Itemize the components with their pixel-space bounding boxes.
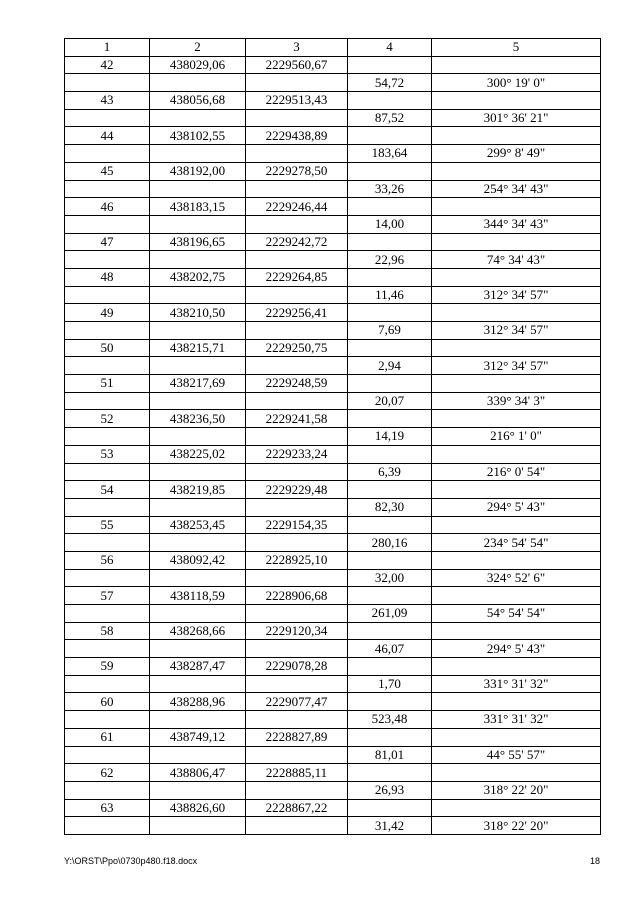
bearing-cell: 312° 34' 57" [432,322,601,340]
y-coordinate-cell: 2229278,50 [246,162,348,180]
distance-cell: 54,72 [348,74,432,92]
bearing-cell: 74° 34' 43" [432,251,601,269]
y-coordinate-cell [246,711,348,729]
y-coordinate-cell: 2228906,68 [246,587,348,605]
y-coordinate-cell: 2229438,89 [246,127,348,145]
bearing-cell: 216° 0' 54" [432,463,601,481]
x-coordinate-cell: 438215,71 [150,339,246,357]
y-coordinate-cell: 2229242,72 [246,233,348,251]
distance-cell: 261,09 [348,605,432,623]
point-number-cell [65,322,150,340]
table-row [65,127,601,145]
point-number-cell: 53 [65,445,150,463]
x-coordinate-cell [150,569,246,587]
bearing-cell: 216° 1' 0" [432,428,601,446]
bearing-cell [432,658,601,676]
bearing-cell: 339° 34' 3" [432,392,601,410]
x-coordinate-cell [150,605,246,623]
x-coordinate-cell: 438219,85 [150,481,246,499]
column-header-3: 3 [246,39,348,57]
table-row [65,198,601,216]
table-row [65,605,601,623]
x-coordinate-cell: 438202,75 [150,268,246,286]
distance-cell [348,268,432,286]
table-row [65,251,601,269]
x-coordinate-cell [150,251,246,269]
distance-cell: 31,42 [348,817,432,835]
table-row [65,375,601,393]
bearing-cell: 44° 55' 57" [432,746,601,764]
x-coordinate-cell: 438287,47 [150,658,246,676]
x-coordinate-cell: 438029,06 [150,56,246,74]
point-number-cell [65,640,150,658]
bearing-cell [432,799,601,817]
bearing-cell: 318° 22' 20" [432,781,601,799]
y-coordinate-cell [246,569,348,587]
distance-cell: 183,64 [348,145,432,163]
distance-cell [348,375,432,393]
table-row [65,215,601,233]
bearing-cell: 234° 54' 54" [432,534,601,552]
bearing-cell [432,728,601,746]
bearing-cell: 54° 54' 54" [432,605,601,623]
point-number-cell [65,781,150,799]
header-row [65,39,601,57]
y-coordinate-cell [246,109,348,127]
point-number-cell: 46 [65,198,150,216]
x-coordinate-cell: 438118,59 [150,587,246,605]
distance-cell: 2,94 [348,357,432,375]
bearing-cell [432,127,601,145]
table-body [65,56,601,834]
x-coordinate-cell: 438749,12 [150,728,246,746]
distance-cell [348,410,432,428]
table-row [65,233,601,251]
table-row [65,92,601,110]
x-coordinate-cell: 438268,66 [150,622,246,640]
bearing-cell: 324° 52' 6" [432,569,601,587]
y-coordinate-cell [246,251,348,269]
x-coordinate-cell: 438056,68 [150,92,246,110]
y-coordinate-cell [246,74,348,92]
point-number-cell [65,498,150,516]
table-row [65,817,601,835]
distance-cell [348,339,432,357]
x-coordinate-cell: 438225,02 [150,445,246,463]
x-coordinate-cell: 438102,55 [150,127,246,145]
point-number-cell [65,711,150,729]
x-coordinate-cell: 438183,15 [150,198,246,216]
point-number-cell [65,428,150,446]
x-coordinate-cell [150,711,246,729]
x-coordinate-cell [150,640,246,658]
y-coordinate-cell [246,817,348,835]
point-number-cell: 56 [65,551,150,569]
table-row [65,357,601,375]
distance-cell: 33,26 [348,180,432,198]
point-number-cell [65,251,150,269]
table-row [65,658,601,676]
distance-cell: 11,46 [348,286,432,304]
distance-cell: 82,30 [348,498,432,516]
bearing-cell [432,516,601,534]
x-coordinate-cell [150,180,246,198]
distance-cell: 22,96 [348,251,432,269]
table-row [65,675,601,693]
table-row [65,56,601,74]
distance-cell [348,658,432,676]
table-row [65,587,601,605]
footer-file-path: Y:\ORST\Ppo\0730p480.f18.docx [64,856,198,866]
distance-cell [348,587,432,605]
x-coordinate-cell [150,463,246,481]
distance-cell [348,481,432,499]
bearing-cell [432,304,601,322]
y-coordinate-cell: 2229154,35 [246,516,348,534]
distance-cell [348,127,432,145]
distance-cell [348,233,432,251]
point-number-cell [65,392,150,410]
y-coordinate-cell: 2229233,24 [246,445,348,463]
point-number-cell [65,286,150,304]
table-row [65,728,601,746]
y-coordinate-cell [246,498,348,516]
point-number-cell [65,357,150,375]
table-row [65,74,601,92]
table-row [65,286,601,304]
distance-cell: 7,69 [348,322,432,340]
bearing-cell [432,375,601,393]
y-coordinate-cell: 2229120,34 [246,622,348,640]
point-number-cell: 42 [65,56,150,74]
y-coordinate-cell: 2229248,59 [246,375,348,393]
table-row [65,339,601,357]
point-number-cell [65,569,150,587]
table-row [65,764,601,782]
point-number-cell: 59 [65,658,150,676]
point-number-cell [65,215,150,233]
y-coordinate-cell: 2229229,48 [246,481,348,499]
y-coordinate-cell: 2229250,75 [246,339,348,357]
x-coordinate-cell: 438217,69 [150,375,246,393]
point-number-cell [65,180,150,198]
y-coordinate-cell [246,145,348,163]
y-coordinate-cell: 2229078,28 [246,658,348,676]
table-row [65,180,601,198]
x-coordinate-cell [150,145,246,163]
x-coordinate-cell: 438826,60 [150,799,246,817]
point-number-cell: 57 [65,587,150,605]
point-number-cell: 50 [65,339,150,357]
bearing-cell [432,481,601,499]
distance-cell [348,56,432,74]
point-number-cell: 54 [65,481,150,499]
distance-cell: 523,48 [348,711,432,729]
bearing-cell [432,764,601,782]
table-row [65,534,601,552]
bearing-cell: 294° 5' 43" [432,640,601,658]
x-coordinate-cell [150,817,246,835]
y-coordinate-cell [246,640,348,658]
bearing-cell: 331° 31' 32" [432,675,601,693]
distance-cell [348,622,432,640]
y-coordinate-cell [246,463,348,481]
distance-cell [348,764,432,782]
distance-cell: 280,16 [348,534,432,552]
bearing-cell [432,410,601,428]
bearing-cell [432,92,601,110]
table-row [65,746,601,764]
bearing-cell: 301° 36' 21" [432,109,601,127]
bearing-cell: 344° 34' 43" [432,215,601,233]
y-coordinate-cell [246,675,348,693]
point-number-cell: 45 [65,162,150,180]
distance-cell [348,516,432,534]
bearing-cell [432,268,601,286]
y-coordinate-cell [246,605,348,623]
y-coordinate-cell [246,215,348,233]
point-number-cell [65,463,150,481]
y-coordinate-cell: 2228885,11 [246,764,348,782]
table-row [65,145,601,163]
table-row [65,162,601,180]
x-coordinate-cell [150,322,246,340]
x-coordinate-cell [150,392,246,410]
table-row [65,322,601,340]
y-coordinate-cell: 2228925,10 [246,551,348,569]
table-row [65,463,601,481]
x-coordinate-cell [150,215,246,233]
y-coordinate-cell [246,781,348,799]
y-coordinate-cell: 2229560,67 [246,56,348,74]
point-number-cell: 49 [65,304,150,322]
point-number-cell: 60 [65,693,150,711]
table-row [65,569,601,587]
bearing-cell: 299° 8' 49" [432,145,601,163]
point-number-cell: 61 [65,728,150,746]
column-header-5: 5 [432,39,601,57]
bearing-cell [432,198,601,216]
x-coordinate-cell: 438236,50 [150,410,246,428]
distance-cell [348,445,432,463]
table-row [65,498,601,516]
table-row [65,268,601,286]
x-coordinate-cell [150,428,246,446]
point-number-cell [65,109,150,127]
point-number-cell: 63 [65,799,150,817]
y-coordinate-cell: 2229256,41 [246,304,348,322]
point-number-cell [65,534,150,552]
point-number-cell: 58 [65,622,150,640]
bearing-cell: 312° 34' 57" [432,286,601,304]
distance-cell [348,693,432,711]
distance-cell: 1,70 [348,675,432,693]
bearing-cell [432,693,601,711]
bearing-cell [432,233,601,251]
distance-cell: 14,00 [348,215,432,233]
y-coordinate-cell: 2228827,89 [246,728,348,746]
point-number-cell [65,817,150,835]
bearing-cell [432,339,601,357]
distance-cell [348,162,432,180]
x-coordinate-cell [150,286,246,304]
table-row [65,428,601,446]
distance-cell: 14,19 [348,428,432,446]
x-coordinate-cell [150,357,246,375]
x-coordinate-cell: 438806,47 [150,764,246,782]
point-number-cell: 44 [65,127,150,145]
table-row [65,304,601,322]
distance-cell: 87,52 [348,109,432,127]
distance-cell: 20,07 [348,392,432,410]
point-number-cell: 55 [65,516,150,534]
distance-cell: 32,00 [348,569,432,587]
x-coordinate-cell [150,675,246,693]
distance-cell [348,92,432,110]
bearing-cell: 294° 5' 43" [432,498,601,516]
table-row [65,445,601,463]
distance-cell [348,304,432,322]
table-row [65,481,601,499]
y-coordinate-cell [246,286,348,304]
y-coordinate-cell: 2228867,22 [246,799,348,817]
table-row [65,622,601,640]
bearing-cell [432,445,601,463]
y-coordinate-cell [246,428,348,446]
bearing-cell [432,56,601,74]
column-header-1: 1 [65,39,150,57]
y-coordinate-cell: 2229513,43 [246,92,348,110]
x-coordinate-cell: 438092,42 [150,551,246,569]
distance-cell [348,799,432,817]
column-header-4: 4 [348,39,432,57]
table-row [65,799,601,817]
point-number-cell [65,675,150,693]
x-coordinate-cell: 438210,50 [150,304,246,322]
bearing-cell: 300° 19' 0" [432,74,601,92]
column-header-2: 2 [150,39,246,57]
point-number-cell [65,145,150,163]
bearing-cell [432,587,601,605]
point-number-cell: 48 [65,268,150,286]
x-coordinate-cell [150,498,246,516]
distance-cell: 26,93 [348,781,432,799]
x-coordinate-cell [150,109,246,127]
point-number-cell [65,74,150,92]
table-row [65,516,601,534]
coordinates-table [64,38,601,835]
distance-cell: 46,07 [348,640,432,658]
y-coordinate-cell [246,534,348,552]
y-coordinate-cell [246,180,348,198]
x-coordinate-cell [150,74,246,92]
point-number-cell: 51 [65,375,150,393]
distance-cell [348,198,432,216]
y-coordinate-cell: 2229246,44 [246,198,348,216]
bearing-cell: 254° 34' 43" [432,180,601,198]
distance-cell: 81,01 [348,746,432,764]
table-row [65,109,601,127]
x-coordinate-cell [150,781,246,799]
table-row [65,410,601,428]
x-coordinate-cell [150,534,246,552]
point-number-cell [65,605,150,623]
table-row [65,693,601,711]
x-coordinate-cell: 438196,65 [150,233,246,251]
table-row [65,711,601,729]
x-coordinate-cell: 438192,00 [150,162,246,180]
point-number-cell: 43 [65,92,150,110]
y-coordinate-cell [246,392,348,410]
table-row [65,781,601,799]
distance-cell: 6,39 [348,463,432,481]
bearing-cell: 312° 34' 57" [432,357,601,375]
y-coordinate-cell [246,746,348,764]
footer-page-number: 18 [589,856,600,866]
table-row [65,392,601,410]
bearing-cell: 331° 31' 32" [432,711,601,729]
y-coordinate-cell: 2229077,47 [246,693,348,711]
x-coordinate-cell: 438288,96 [150,693,246,711]
point-number-cell: 52 [65,410,150,428]
table-row [65,640,601,658]
y-coordinate-cell: 2229241,58 [246,410,348,428]
point-number-cell: 47 [65,233,150,251]
bearing-cell [432,162,601,180]
bearing-cell: 318° 22' 20" [432,817,601,835]
bearing-cell [432,622,601,640]
bearing-cell [432,551,601,569]
point-number-cell: 62 [65,764,150,782]
y-coordinate-cell [246,357,348,375]
point-number-cell [65,746,150,764]
x-coordinate-cell: 438253,45 [150,516,246,534]
y-coordinate-cell: 2229264,85 [246,268,348,286]
table-row [65,551,601,569]
y-coordinate-cell [246,322,348,340]
x-coordinate-cell [150,746,246,764]
distance-cell [348,728,432,746]
distance-cell [348,551,432,569]
